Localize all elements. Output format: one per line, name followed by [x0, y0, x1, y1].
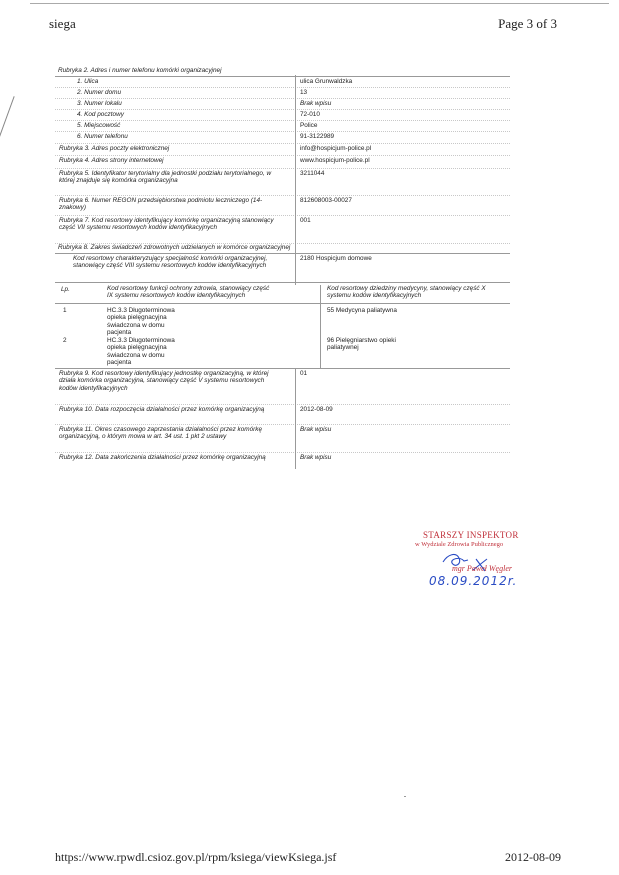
scan-speck — [404, 796, 406, 797]
territorial-id-row — [55, 169, 510, 196]
address-row — [55, 110, 510, 121]
end-date-row — [55, 453, 510, 472]
services-table-row — [55, 304, 510, 337]
start-date-row — [55, 405, 510, 425]
field-label: Rubryka 12. Data zakończenia działalności przez komórkę organizacyjną — [59, 454, 266, 461]
field-label: Rubryka 7. Kod resortowy identyfikujący komórkę organizacyjną stanowiący część VII systemu resortowych kodów identyfikacyjnych — [59, 217, 274, 232]
row-number: 2 — [63, 337, 67, 344]
code-v-row — [55, 369, 510, 405]
column-divider — [295, 369, 296, 469]
handwritten-date: 08.09.2012r. — [429, 574, 518, 588]
address-row — [55, 77, 510, 88]
page-number: Page 3 of 3 — [498, 16, 557, 31]
function-code: HC.3.3 Długoterminowa opieka pielęgnacyjna świadczona w domu pacjenta — [107, 337, 175, 367]
field-label: Rubryka 6. Numer REGON przedsiębiorstwa podmiotu leczniczego (14-znakowy) — [59, 197, 263, 212]
regon-row — [55, 196, 510, 216]
column-divider — [295, 257, 296, 285]
field-value: info@hospicjum-police.pl — [300, 145, 372, 152]
register-table — [55, 67, 510, 472]
field-value: ulica Grunwaldzka — [300, 78, 353, 85]
field-label: Rubryka 3. Adres poczty elektronicznej — [59, 145, 170, 152]
domain-code: 96 Pielęgniarstwo opieki paliatywnej — [327, 337, 396, 352]
footer-url: https://www.rpwdl.csioz.gov.pl/rpm/ksiega/viewKsiega.jsf — [55, 850, 337, 864]
field-value: 13 — [300, 89, 308, 96]
field-value: 3211044 — [300, 170, 325, 177]
field-value: 91-3122989 — [300, 133, 335, 140]
address-row — [55, 88, 510, 99]
domain-code: 55 Medycyna paliatywna — [327, 307, 397, 314]
field-value: 2180 Hospicjum domowe — [300, 255, 372, 262]
field-label: 2. Numer domu — [77, 89, 122, 96]
field-label: Rubryka 9. Kod resortowy identyfikujący jednostkę organizacyjną, w której działa komórka organizacyjna, stanowiący część V systemu resortowych kodów identyfikacyjnych — [59, 370, 269, 392]
stamp-name: mgr Paweł Węgler — [452, 564, 512, 573]
column-lp: Lp. — [61, 286, 70, 293]
field-value: Brak wpisu — [300, 454, 332, 461]
column-divider — [295, 75, 296, 257]
field-label: 6. Numer telefonu — [77, 133, 128, 140]
field-value: www.hospicjum-police.pl — [300, 157, 370, 164]
field-label: 5. Miejscowość — [77, 122, 121, 129]
row-number: 1 — [63, 307, 67, 314]
field-label: 1. Ulica — [77, 78, 99, 85]
field-value: Brak wpisu — [300, 426, 332, 433]
column-divider — [320, 285, 321, 369]
header-title: siega — [49, 16, 76, 31]
field-label: 4. Kod pocztowy — [77, 111, 124, 118]
field-value: 001 — [300, 217, 311, 224]
address-row — [55, 132, 510, 144]
field-value: 01 — [300, 370, 308, 377]
field-value: 72-010 — [300, 111, 320, 118]
address-row — [55, 99, 510, 110]
top-rule — [30, 3, 609, 4]
field-value: Police — [300, 122, 318, 129]
field-label: Rubryka 5. Identyfikator terytorialny dla jednostki podziału terytorialnego, w której znajduje się komórka organizacyjna — [59, 170, 272, 185]
rubryka-2-title: Rubryka 2. Adres i numer telefonu komórki organizacyjnej — [55, 67, 510, 77]
address-row — [55, 121, 510, 132]
services-table-header — [55, 282, 510, 304]
suspension-row — [55, 425, 510, 453]
website-row — [55, 156, 510, 169]
footer-date: 2012-08-09 — [505, 850, 561, 864]
official-stamp — [415, 530, 555, 610]
rubryka-8-title: Rubryka 8. Zakres świadczeń zdrowotnych udzielanych w komórce organizacyjnej — [55, 244, 510, 254]
field-label: Kod resortowy charakteryzujący specjalność komórki organizacyjnej, stanowiący część VIII systemu resortowych kodów identyfikacyjnych — [73, 255, 268, 270]
specialty-row — [55, 254, 510, 282]
field-label: Rubryka 11. Okres czasowego zaprzestania działalności przez komórkę organizacyjną, o którym mowa w art. 34 ust. 1 pkt 2 ustawy — [59, 426, 263, 441]
code-vii-row — [55, 216, 510, 244]
field-value: 812608003-00027 — [300, 197, 352, 204]
field-value: 2012-08-09 — [300, 406, 333, 413]
email-row — [55, 144, 510, 156]
services-table-row — [55, 334, 510, 369]
stamp-title: STARSZY INSPEKTOR — [423, 530, 519, 540]
field-label: Rubryka 4. Adres strony internetowej — [59, 157, 164, 164]
function-code: HC.3.3 Długoterminowa opieka pielęgnacyjna świadczona w domu pacjenta — [107, 307, 175, 337]
scan-edge-mark — [0, 96, 15, 139]
stamp-department: w Wydziale Zdrowia Publicznego — [415, 541, 504, 548]
column-function-code: Kod resortowy funkcji ochrony zdrowia, stanowiący część IX systemu resortowych kodów identyfikacyjnych — [107, 285, 270, 300]
field-label: 3. Numer lokalu — [77, 100, 122, 107]
field-label: Rubryka 10. Data rozpoczęcia działalności przez komórkę organizacyjną — [59, 406, 265, 413]
field-value: Brak wpisu — [300, 100, 332, 107]
column-domain-code: Kod resortowy dziedziny medycyny, stanowiący część X systemu kodów identyfikacyjnych — [327, 285, 486, 300]
